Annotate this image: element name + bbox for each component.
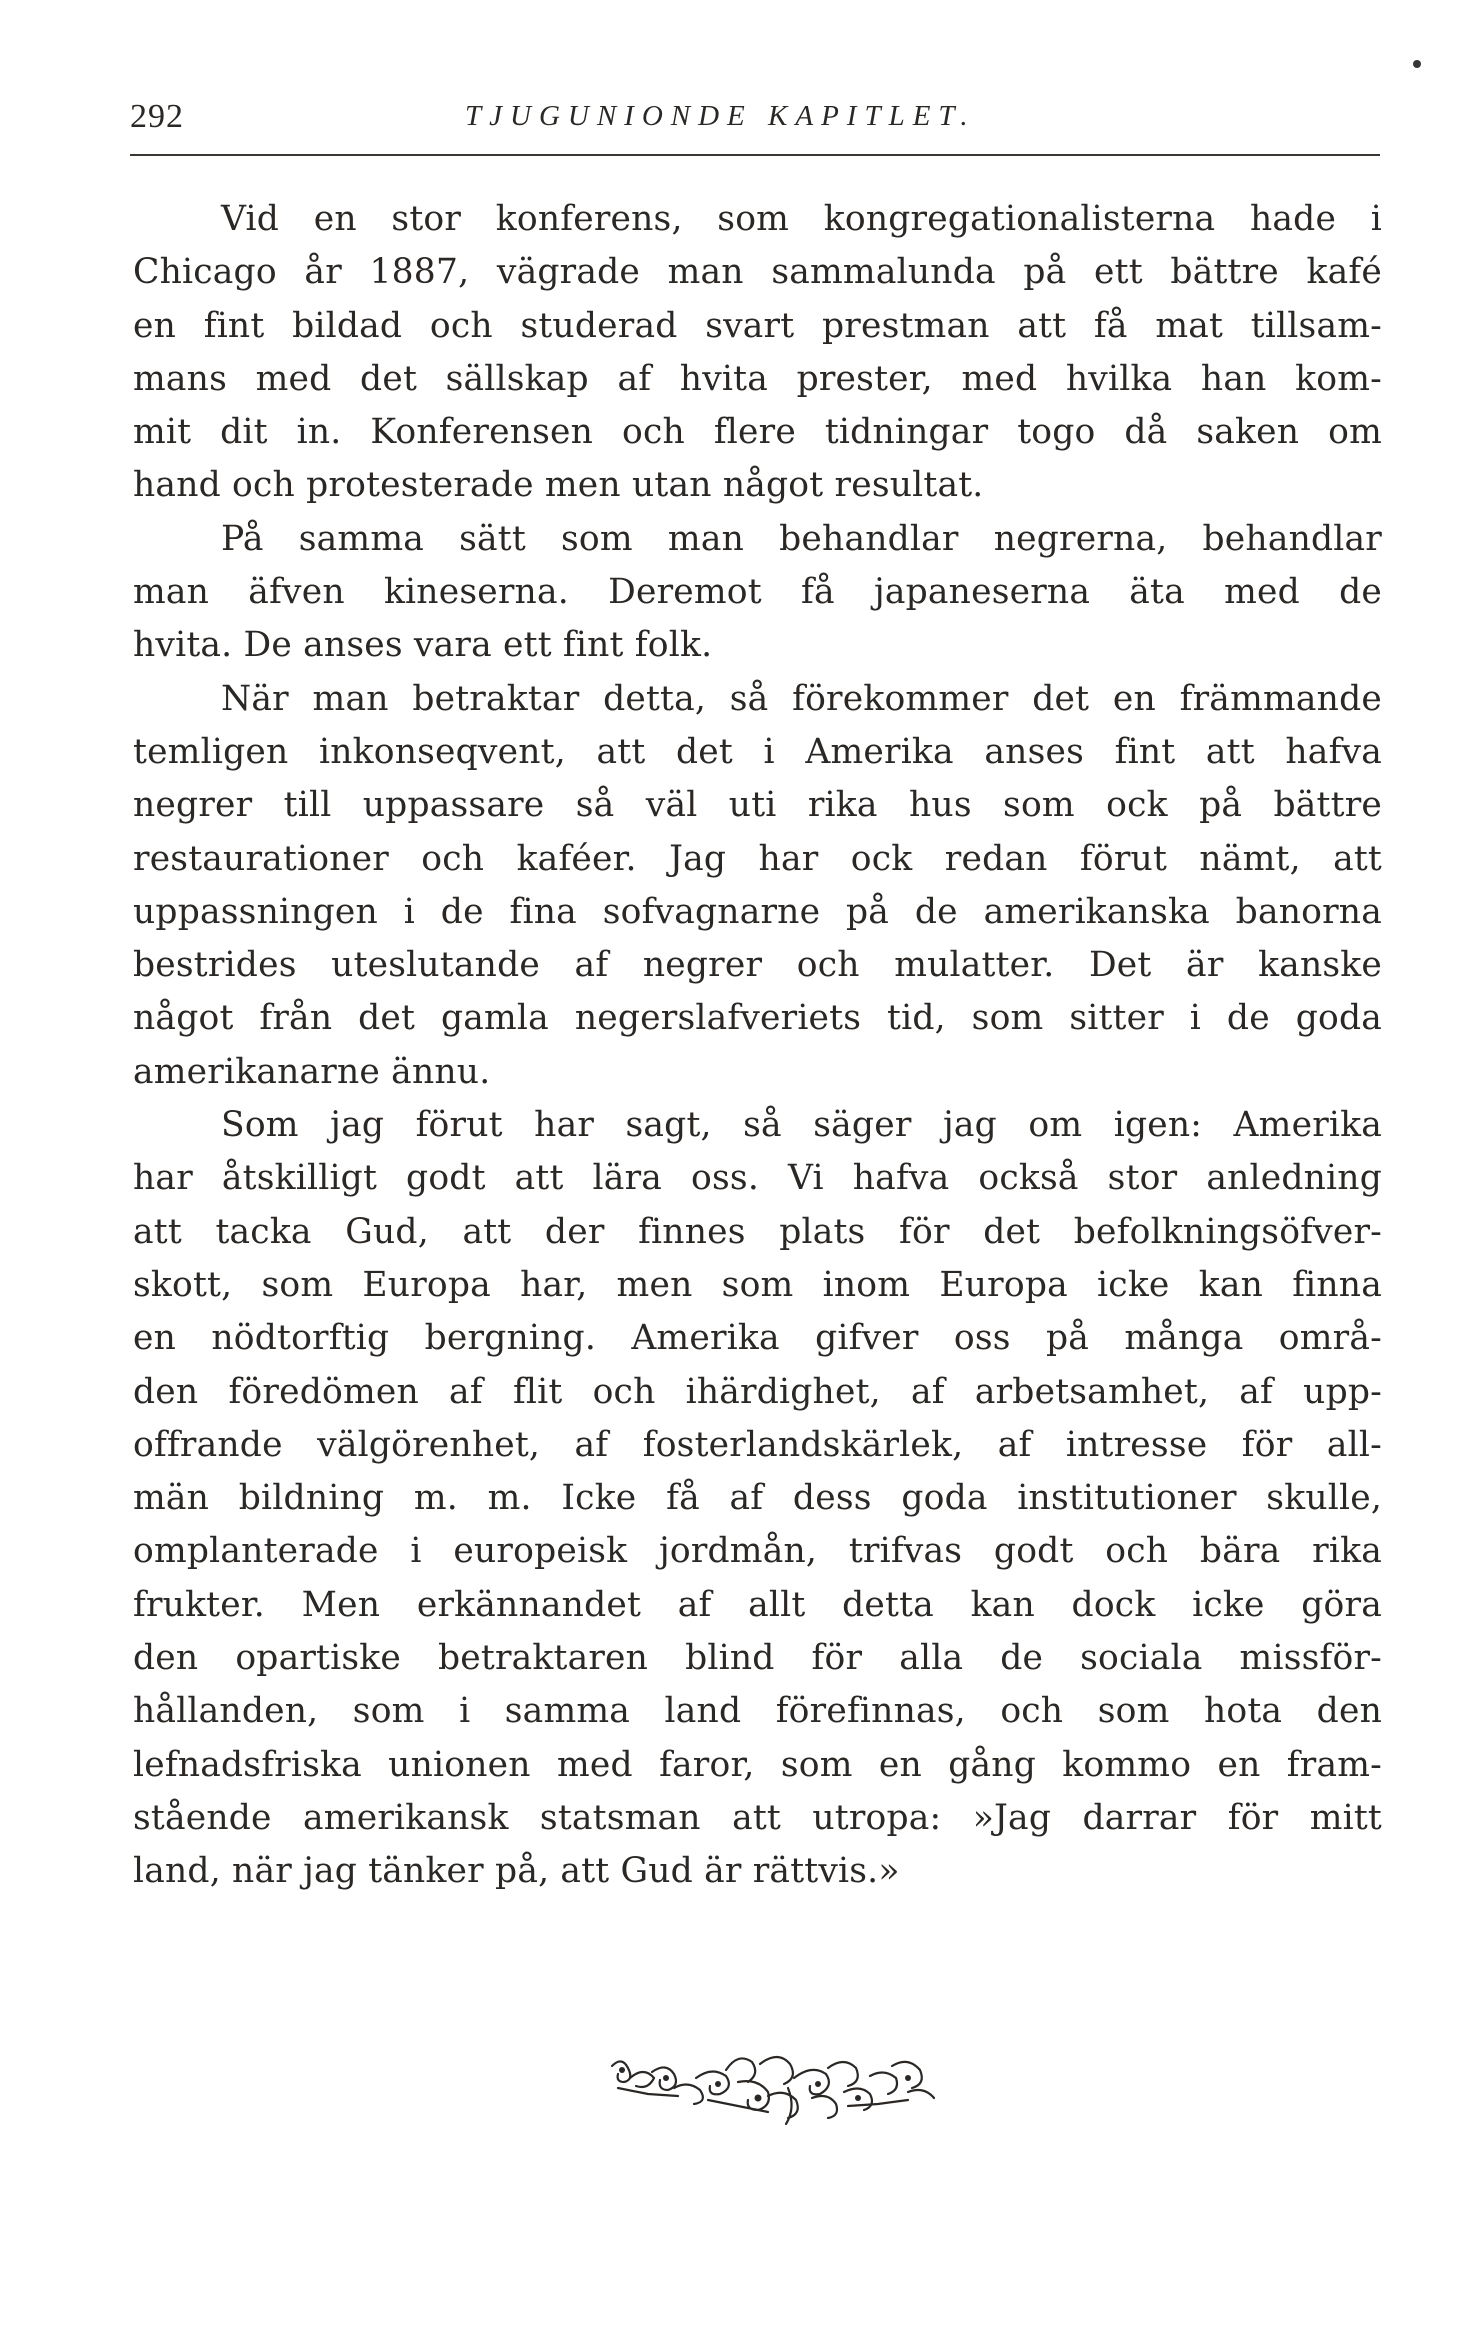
text-line: den föredömen af flit och ihärdighet, af arbetsamhet, af upp- [133,1371,1382,1412]
text-line: att tacka Gud, att der finnes plats för det befolkningsöfver- [133,1211,1382,1252]
text-line: en nödtorftig bergning. Amerika gifver oss på många områ- [133,1318,1382,1359]
text-line: skott, som Europa har, men som inom Europa icke kan finna [133,1264,1382,1305]
text-line: män bildning m. m. Icke få af dess goda institutioner skulle, [133,1478,1382,1519]
text-line: När man betraktar detta, så förekommer det en främmande [221,678,1382,719]
text-line: en fint bildad och studerad svart prestman att få mat tillsam- [133,305,1382,346]
text-line: Chicago år 1887, vägrade man sammalunda på ett bättre kafé [133,252,1382,293]
text-line: mit dit in. Konferensen och flere tidningar togo då saken om [133,412,1382,453]
text-line: något från det gamla negerslafveriets tid, som sitter i de goda [133,998,1382,1039]
text-line: den opartiske betraktaren blind för alla de sociala missför- [133,1638,1382,1679]
text-line: hvita. De anses vara ett fint folk. [133,625,713,666]
text-line: har åtskilligt godt att lära oss. Vi hafva också stor anledning [133,1158,1382,1199]
text-line: hand och protesterade men utan något resultat. [133,465,984,506]
running-head: TJUGUNIONDE KAPITLET. [465,100,976,132]
text-line: amerikanarne ännu. [133,1051,491,1092]
text-line: Som jag förut har sagt, så säger jag om igen: Amerika [221,1105,1382,1146]
floral-tailpiece-icon [608,2048,940,2128]
page-speck [1413,60,1421,68]
body-text [133,193,1382,1899]
header-rule [130,154,1380,156]
page-number: 292 [130,98,184,135]
text-line: hållanden, som i samma land förefinnas, och som hota den [133,1691,1382,1732]
text-line: bestrides uteslutande af negrer och mulatter. Det är kanske [133,945,1382,986]
text-line: lefnadsfriska unionen med faror, som en gång kommo en fram- [133,1744,1382,1785]
text-line: frukter. Men erkännandet af allt detta kan dock icke göra [133,1584,1382,1625]
text-line: mans med det sällskap af hvita prester, med hvilka han kom- [133,358,1382,399]
text-line: restaurationer och kaféer. Jag har ock redan förut nämt, att [133,838,1382,879]
text-line: På samma sätt som man behandlar negrerna, behandlar [221,518,1382,559]
text-line: stående amerikansk statsman att utropa: »Jag darrar för mitt [133,1797,1382,1838]
text-line: man äfven kineserna. Deremot få japaneserna äta med de [133,572,1382,613]
text-line: uppassningen i de fina sofvagnarne på de amerikanska banorna [133,891,1382,932]
text-line: temligen inkonseqvent, att det i Amerika anses fint att hafva [133,731,1382,772]
text-line: offrande välgörenhet, af fosterlandskärlek, af intresse för all- [133,1424,1382,1465]
page-header [130,98,1380,144]
text-line: Vid en stor konferens, som kongregationalisterna hade i [221,199,1382,239]
text-line: negrer till uppassare så väl uti rika hus som ock på bättre [133,785,1382,826]
text-line: omplanterade i europeisk jordmån, trifvas godt och bära rika [133,1531,1382,1572]
text-line: land, när jag tänker på, att Gud är rättvis.» [133,1851,900,1892]
